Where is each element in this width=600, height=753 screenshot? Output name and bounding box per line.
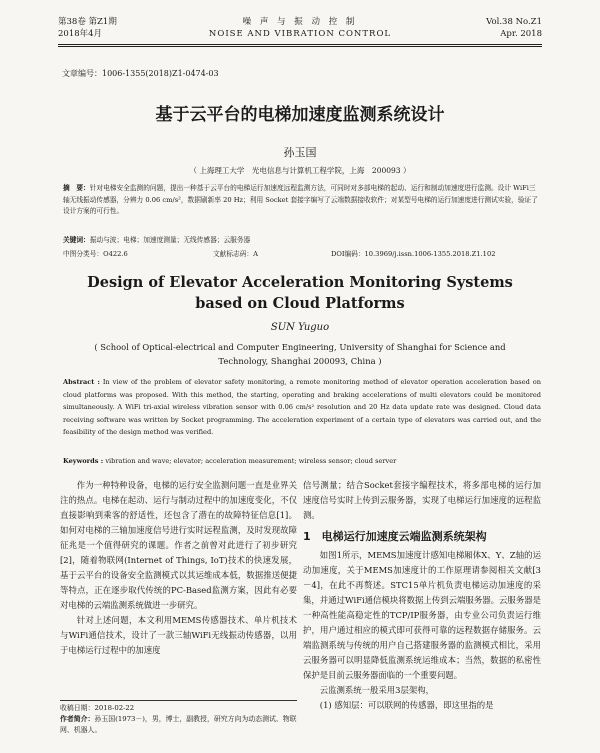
- body-paragraph: 针对上述问题，本文利用MEMS传感器技术、单片机技术与WiFi通信技术，设计了一款三轴WiFi无线振动传感器，以用于电梯运行过程中的加速度: [60, 615, 297, 655]
- abstract-cn-text: 针对电梯安全监测的问题，提出一种基于云平台的电梯运行加速度远程监测方法，可同时对多部电梯的起动、运行和制动加速度进行监测。设计 WiFi三轴无线振动传感器，分辨力 0.06 cm/s²，数据刷新率 20 Hz；利用 Socket 套接字编写了云端数据接收软件；对某型号电梯的运行加速度进行测试实验，验证了设计方案的可行性。: [63, 184, 538, 215]
- keywords-cn-label: 关键词：: [63, 236, 90, 244]
- author-en: SUN Yuguo: [270, 322, 330, 333]
- footnote-received: 收稿日期：2018-02-22: [60, 704, 135, 712]
- body-paragraph: 作为一种特种设备，电梯的运行安全监测问题一直是业界关注的热点。电梯在起动、运行与制动过程中的加速度变化，不仅直接影响到乘客的舒适性，还包含了潜在的故障特征信息[1]。如何对电梯的三轴加速度信号进行实时远程监测，及时发现故障征兆是一个值得研究的课题。作者之前曾对此进行了初步研究[2]，随着物联网(Internet of Things, IoT)技术的快速发展，基于云平台的设备安全监测模式以其运维成本低，数据推送便捷等特点，正在逐步取代传统的PC-Based监测方案，因此有必要对电梯的云端监测系统做进一步研究。: [60, 480, 297, 610]
- abstract-en: [63, 376, 541, 439]
- section-heading: 1 电梯运行加速度云端监测系统架构: [303, 530, 487, 543]
- footnote-rule: [60, 700, 297, 701]
- body-right-column-top: [303, 478, 541, 523]
- clc-number: 中图分类号：O422.6: [63, 250, 128, 258]
- body-paragraph: (1) 感知层：可以联网的传感器，即这里指的是: [319, 700, 494, 710]
- abstract-en-text: In view of the problem of elevator safety monitoring, a remote monitoring method of elevator operation acceleration based on cloud platforms was proposed. With this method, the starting, operating and braking accelerations of multi elevators could be monitored simultaneously. A WiFi tri-axial wireless vibration sensor with 0.06 cm/s² resolution and 20 Hz data update rate was designed. Cloud data receiving software was written by Socket programming. The acceleration experiment of a certain type of elevators was carried out, and the feasibility of the design method was verified.: [63, 378, 541, 436]
- doi: DOI编码：10.3969/j.issn.1006-1355.2018.Z1.102: [331, 250, 496, 258]
- journal-name: 噪 声 与 振 动 控 制 NOISE AND VIBRATION CONTROL: [208, 17, 392, 39]
- keywords-en-label: Keywords :: [63, 457, 104, 465]
- keywords-cn: [63, 235, 541, 247]
- journal-volume: 第38卷 第Z1期 2018年4月: [58, 17, 117, 39]
- keywords-en: [63, 456, 541, 468]
- journal-issue: Vol.38 No.Z1 Apr. 2018: [486, 17, 542, 39]
- page-title-cn: 基于云平台的电梯加速度监测系统设计: [155, 105, 445, 125]
- body-left-column: [60, 478, 297, 658]
- abstract-cn: [63, 183, 541, 218]
- body-paragraph: 信号测量；结合Socket套接字编程技术，将多部电梯的运行加速度信号实时上传到云服务器，实现了电梯运行加速度的远程监测。: [303, 480, 541, 520]
- article-number: 文章编号：1006-1355(2018)Z1-0474-03: [62, 69, 219, 78]
- body-paragraph: 如图1所示，MEMS加速度计感知电梯厢体X、Y、Z轴的运动加速度，关于MEMS加速度计的工作原理请参阅相关文献[3－4]，在此不再赘述。STC15单片机负责电梯运动加速度的采集，并通过WiFi通信模块将数据上传到云端服务器。云服务器是一种高性能高稳定性的TCP/IP服务器，由专业公司负责运行维护，用户通过相应的模式即可获得可靠的远程数据存储服务。云端监测系统与传统的用户自己搭建服务器的监测模式相比，采用云服务器可以明显降低监测系统运维成本；当然，数据的私密性保护是目前云服务器面临的一个重要问题。: [303, 550, 541, 680]
- body-paragraph: 云监测系统一般采用3层架构，: [319, 685, 434, 695]
- footnote: [60, 703, 300, 736]
- footnote-author: 作者简介：孙玉国(1973－)，男，博士，副教授，研究方向为动态测试、物联网、机器人。: [60, 715, 297, 734]
- abstract-en-label: Abstract :: [63, 378, 100, 386]
- body-right-column: [303, 548, 541, 713]
- abstract-cn-label: 摘 要：: [63, 184, 90, 192]
- document-code: 文献标志码：A: [213, 250, 258, 258]
- author-cn: 孙玉国: [283, 146, 317, 159]
- keywords-cn-text: 振动与波；电梯；加速度测量；无线传感器；云服务器: [89, 236, 251, 244]
- header-rule-bottom: [58, 46, 542, 47]
- keywords-en-text: vibration and wave; elevator; acceleration measurement; wireless sensor; cloud server: [105, 457, 397, 465]
- page-title-en: Design of Elevator Acceleration Monitoring Systems based on Cloud Platforms: [87, 274, 513, 312]
- header-rule-top: [58, 44, 542, 45]
- affiliation-en: ( School of Optical-electrical and Computer Engineering, University of Shanghai for Science and Technology, Shanghai 200093, China ): [94, 342, 506, 366]
- affiliation-cn: （ 上海理工大学 光电信息与计算机工程学院，上海 200093 ）: [189, 166, 411, 175]
